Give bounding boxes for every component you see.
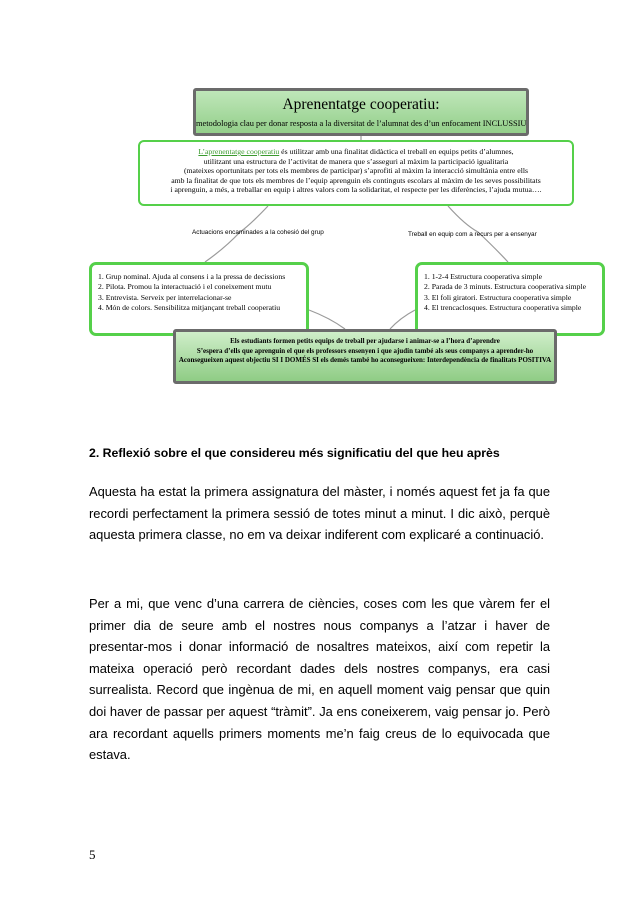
connector-left-bottom (309, 310, 345, 329)
definition-line: L’aprenentatge cooperatiu és utilitzar amb una finalitat didàctica el treball en equips petits d’alumnes, (198, 147, 514, 156)
concept-map-title: Aprenentatge cooperatiu: (282, 96, 440, 113)
page-number: 5 (89, 847, 96, 862)
list-item: 2. Pilota. Promou la interactuació i el coneixement mutu (98, 282, 272, 292)
summary-line: Aconsegueixen aquest objectiu SI I DOMÉS SI els demés també ho aconsegueixen: Interdependència de finalitats POSITIVA (178, 356, 552, 365)
list-item: 3. Entrevista. Serveix per interrelacionar-se (98, 292, 232, 302)
branch-right-label: Treball en equip com a recurs per a ensenyar (408, 231, 537, 238)
cooperative-structures-box (415, 262, 605, 336)
list-item: 1. Grup nominal. Ajuda al consens i a la pressa de decissions (98, 272, 286, 281)
summary-line: S’espera d’ells que aprenguin el que els professors ensenyen i que ajudin també als seus companys a aprender-ho (196, 346, 534, 355)
branch-left-label: Actuacions encaminades a la cohesió del grup (192, 229, 324, 236)
summary-box (173, 329, 557, 384)
definition-line: i aprenguin, a més, a treballar en equip i altres valors com la solidaritat, el respecte per les diferències, l’ajuda mutua…. (170, 185, 542, 195)
definition-link[interactable]: L’aprenentatge cooperatiu (198, 147, 280, 156)
summary-line: Els estudiants formen petits equips de treball per ajudarse i animar-se a l’hora d’aprendre (230, 337, 500, 345)
definition-line: amb la finalitat de que tots els membres de l’equip aprenguin els continguts escolars al màxim de les seves possibilitats (171, 175, 541, 185)
concept-map-title-box (193, 88, 529, 136)
paragraph-2: Per a mi, que venc d’una carrera de ciències, coses com les que vàrem fer el primer dia de seure amb el nostres nous companys a l’atzar i haver de presentar-mos i donar informació de nosaltres mateixos, així com repetir la mateixa operació però recordant dades dels nostres companys, era casi surrealista. Record que ingènua de mi, en aquell moment vaig pensar que quin doi haver de passar per aquest “tràmit”. Ja ens coneixerem, vaig pensar jo. Però ara recordant aquells primers moments me’n faig creus de lo equivocada que estava. (89, 596, 550, 763)
definition-box (138, 140, 574, 206)
concept-map-subtitle: metodologia clau per donar resposta a la diversitat de l’alumnat des d’un enfocament INCLUSSIU (196, 119, 527, 128)
cohesion-activities-box (89, 262, 309, 336)
paragraph-1: Aquesta ha estat la primera assignatura del màster, i només aquest fet ja fa que recordi perfectament la primera sessió de totes minut a minut. I dic això, perquè aquesta primera classe, no em va deixar indiferent com explicaré a continuació. (89, 484, 550, 543)
definition-line: (mateixes oportunitats per tots els membres de participar) s’aprofiti al màxim la interacció simultània entre ells (183, 166, 529, 176)
section-heading: 2. Reflexió sobre el que considereu més significatiu del que heu après (89, 446, 500, 460)
list-item: 1. 1-2-4 Estructura cooperativa simple (424, 272, 543, 281)
list-item: 4. Món de colors. Sensibilitza mitjançant treball cooperatiu (98, 303, 281, 313)
list-item: 3. El foli giratori. Estructura cooperativa simple (424, 292, 572, 302)
definition-line: utilitzant una estructura de l’activitat de manera que s’asseguri al màxim la participació igualitaria (203, 156, 509, 166)
concept-map (0, 0, 638, 400)
list-item: 4. El trencaclosques. Estructura cooperativa simple (424, 303, 582, 313)
list-item: 2. Parada de 3 minuts. Estructura cooperativa simple (424, 282, 587, 292)
connector-right-bottom (390, 310, 415, 329)
